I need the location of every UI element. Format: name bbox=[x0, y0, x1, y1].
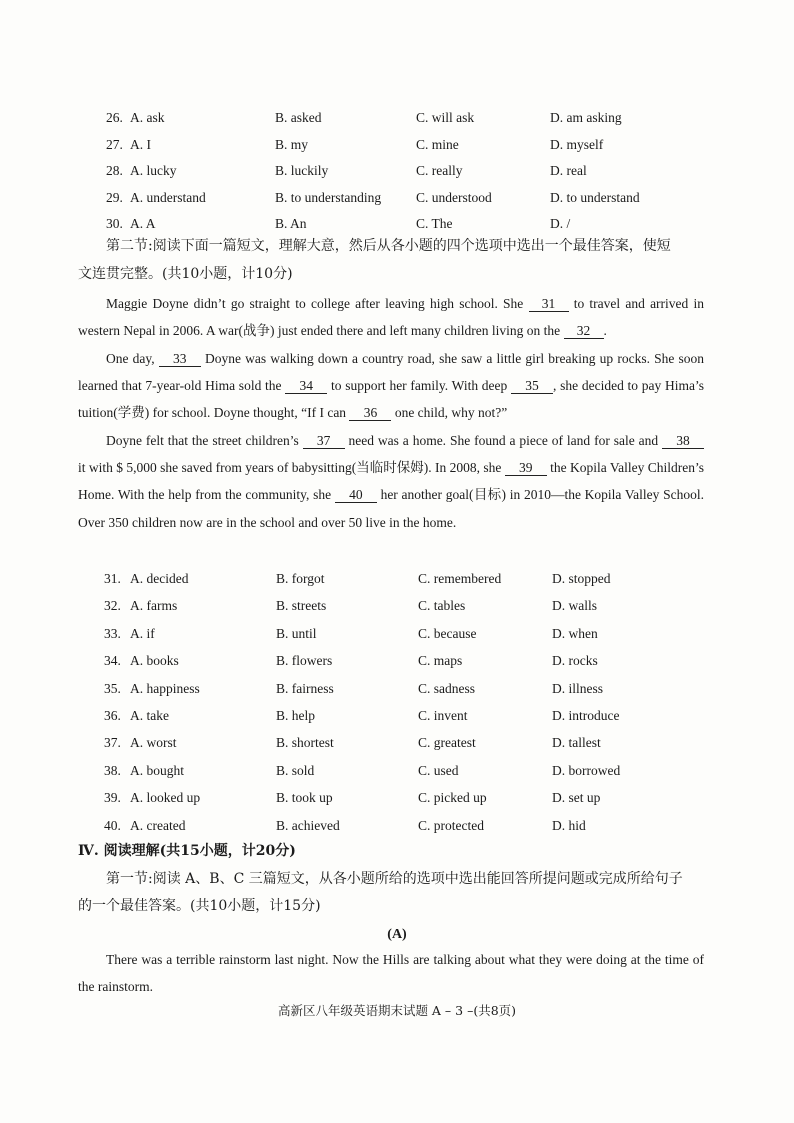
option-b: B. asked bbox=[275, 110, 322, 125]
question-number: 40. bbox=[104, 817, 121, 833]
option-a: A. A bbox=[130, 216, 156, 232]
option-row bbox=[0, 729, 794, 756]
option-row bbox=[0, 157, 794, 184]
option-b: B. until bbox=[276, 625, 317, 641]
question-number: 30. bbox=[106, 216, 123, 232]
passage-a-label: (A) bbox=[387, 927, 407, 942]
passage-paragraph-3: Doyne felt that the street children’s 37 need was a home. She found a piece of land for sale and 38 it with $ 5,000 she saved from years of babysitting(当临时保姆). In 2008, she 39 the Kopila Valley Children’s Home. With the help from the community, she 40 her another goal(目标) in 2010—the Kopila Valley School. Over 350 children now are in the school and over 50 live in the home. bbox=[78, 433, 705, 530]
option-b: B. my bbox=[275, 136, 309, 152]
blank-36: 36 bbox=[349, 405, 391, 421]
section2-heading-line2: 文连贯完整。(共10小题，计10分) bbox=[78, 266, 293, 282]
question-number: 32. bbox=[104, 598, 121, 614]
option-d: D. hid bbox=[552, 817, 586, 833]
option-row bbox=[0, 104, 794, 131]
option-a: A. lucky bbox=[130, 163, 177, 179]
option-b: B. An bbox=[275, 216, 307, 232]
option-a: A. I bbox=[130, 136, 151, 152]
question-number: 27. bbox=[106, 136, 123, 152]
option-a: A. understand bbox=[130, 189, 206, 205]
question-number: 33. bbox=[104, 625, 121, 641]
option-d: D. set up bbox=[552, 790, 601, 806]
option-b: B. to understanding bbox=[275, 189, 382, 205]
option-d: D. / bbox=[550, 216, 571, 232]
option-c: C. tables bbox=[418, 598, 466, 614]
option-a: A. decided bbox=[130, 571, 189, 586]
option-c: C. will ask bbox=[416, 110, 475, 125]
option-d: D. walls bbox=[552, 598, 597, 614]
option-c: C. picked up bbox=[418, 790, 487, 806]
blank-37: 37 bbox=[303, 433, 345, 449]
option-c: C. The bbox=[416, 216, 453, 232]
part4-subheading-line2: 的一个最佳答案。(共10小题，计15分) bbox=[78, 898, 321, 914]
blank-40: 40 bbox=[335, 487, 377, 503]
option-a: A. if bbox=[130, 625, 155, 641]
option-c: C. remembered bbox=[418, 571, 502, 586]
option-a: A. happiness bbox=[130, 680, 200, 696]
option-a: A. created bbox=[130, 817, 186, 833]
question-number: 28. bbox=[106, 163, 123, 179]
option-row bbox=[0, 812, 794, 839]
option-d: D. to understand bbox=[550, 189, 640, 205]
question-number: 26. bbox=[106, 110, 123, 125]
option-c: C. sadness bbox=[418, 680, 475, 696]
question-number: 31. bbox=[104, 571, 121, 586]
option-c: C. mine bbox=[416, 136, 459, 152]
blank-33: 33 bbox=[159, 351, 201, 367]
passage-paragraph-2: One day, 33 Doyne was walking down a country road, she saw a little girl breaking up rocks. She soon learned that 7-year-old Hima sold the 34 to support her family. With deep 35 , she decided to pay Hima’s tuition(学费) for school. Doyne thought, “If I can 36 one child, why not?” bbox=[78, 351, 705, 421]
option-a: A. books bbox=[130, 653, 179, 669]
question-number: 29. bbox=[106, 189, 123, 205]
option-c: C. invent bbox=[418, 708, 468, 723]
option-c: C. greatest bbox=[418, 735, 476, 751]
option-d: D. stopped bbox=[552, 571, 611, 586]
option-a: A. farms bbox=[130, 598, 178, 614]
part4-subheading-line1: 第一节:阅读 A、B、C 三篇短文，从各小题所给的选项中选出能回答所提问题或完成所给句子 bbox=[106, 871, 683, 887]
option-c: C. really bbox=[416, 163, 463, 179]
option-c: C. understood bbox=[416, 189, 492, 205]
part4-title: Ⅳ. 阅读理解(共15小题，计20分) bbox=[78, 843, 296, 859]
blank-34: 34 bbox=[285, 378, 327, 394]
option-b: B. streets bbox=[276, 598, 327, 614]
option-b: B. flowers bbox=[276, 653, 333, 669]
option-b: B. achieved bbox=[276, 817, 340, 833]
option-row bbox=[0, 757, 794, 784]
option-a: A. ask bbox=[130, 110, 165, 125]
question-number: 34. bbox=[104, 653, 121, 669]
option-row bbox=[0, 131, 794, 158]
question-number: 36. bbox=[104, 708, 121, 723]
passage-a-intro: There was a terrible rainstorm last night. Now the Hills are talking about what they were doing at the time of the rainstorm. bbox=[78, 952, 704, 995]
option-d: D. tallest bbox=[552, 735, 601, 751]
option-a: A. bought bbox=[130, 762, 184, 778]
page-footer: 高新区八年级英语期末试题 A – 3 –(共8页) bbox=[277, 1003, 517, 1018]
option-a: A. take bbox=[130, 708, 169, 723]
option-b: B. took up bbox=[276, 790, 333, 806]
blank-32: 32 bbox=[564, 323, 604, 339]
section2-heading-line1: 第二节:阅读下面一篇短文，理解大意，然后从各小题的四个选项中选出一个最佳答案，使短 bbox=[106, 238, 671, 254]
option-c: C. used bbox=[418, 762, 459, 778]
option-row bbox=[0, 184, 794, 211]
passage-paragraph-1: Maggie Doyne didn’t go straight to college after leaving high school. She 31 to travel and arrived in western Nepal in 2006. A war(战争) just ended there and left many children living on the 32 . bbox=[78, 296, 704, 339]
option-d: D. real bbox=[550, 163, 587, 179]
option-row bbox=[0, 592, 794, 619]
question-number: 35. bbox=[104, 680, 121, 696]
blank-38: 38 bbox=[662, 433, 704, 449]
option-d: D. when bbox=[552, 625, 598, 641]
blank-35: 35 bbox=[511, 378, 553, 394]
question-number: 37. bbox=[104, 735, 121, 751]
blank-39: 39 bbox=[505, 460, 547, 476]
option-row bbox=[0, 675, 794, 702]
option-d: D. introduce bbox=[552, 708, 620, 723]
option-d: D. am asking bbox=[550, 110, 622, 125]
option-b: B. help bbox=[276, 708, 315, 723]
option-b: B. sold bbox=[276, 762, 315, 778]
option-row bbox=[0, 784, 794, 811]
option-d: D. borrowed bbox=[552, 762, 621, 778]
option-a: A. looked up bbox=[130, 790, 201, 806]
option-d: D. rocks bbox=[552, 653, 598, 669]
option-row bbox=[0, 620, 794, 647]
option-b: B. forgot bbox=[276, 571, 325, 586]
option-d: D. illness bbox=[552, 680, 604, 696]
question-number: 38. bbox=[104, 762, 121, 778]
option-b: B. shortest bbox=[276, 735, 334, 751]
option-row bbox=[0, 565, 794, 592]
option-row bbox=[0, 647, 794, 674]
option-b: B. fairness bbox=[276, 680, 334, 696]
option-b: B. luckily bbox=[275, 163, 329, 179]
option-c: C. protected bbox=[418, 817, 484, 833]
option-row bbox=[0, 702, 794, 729]
option-c: C. maps bbox=[418, 653, 463, 669]
blank-31: 31 bbox=[529, 296, 569, 312]
option-a: A. worst bbox=[130, 735, 177, 751]
option-d: D. myself bbox=[550, 136, 604, 152]
question-number: 39. bbox=[104, 790, 121, 806]
option-c: C. because bbox=[418, 625, 477, 641]
